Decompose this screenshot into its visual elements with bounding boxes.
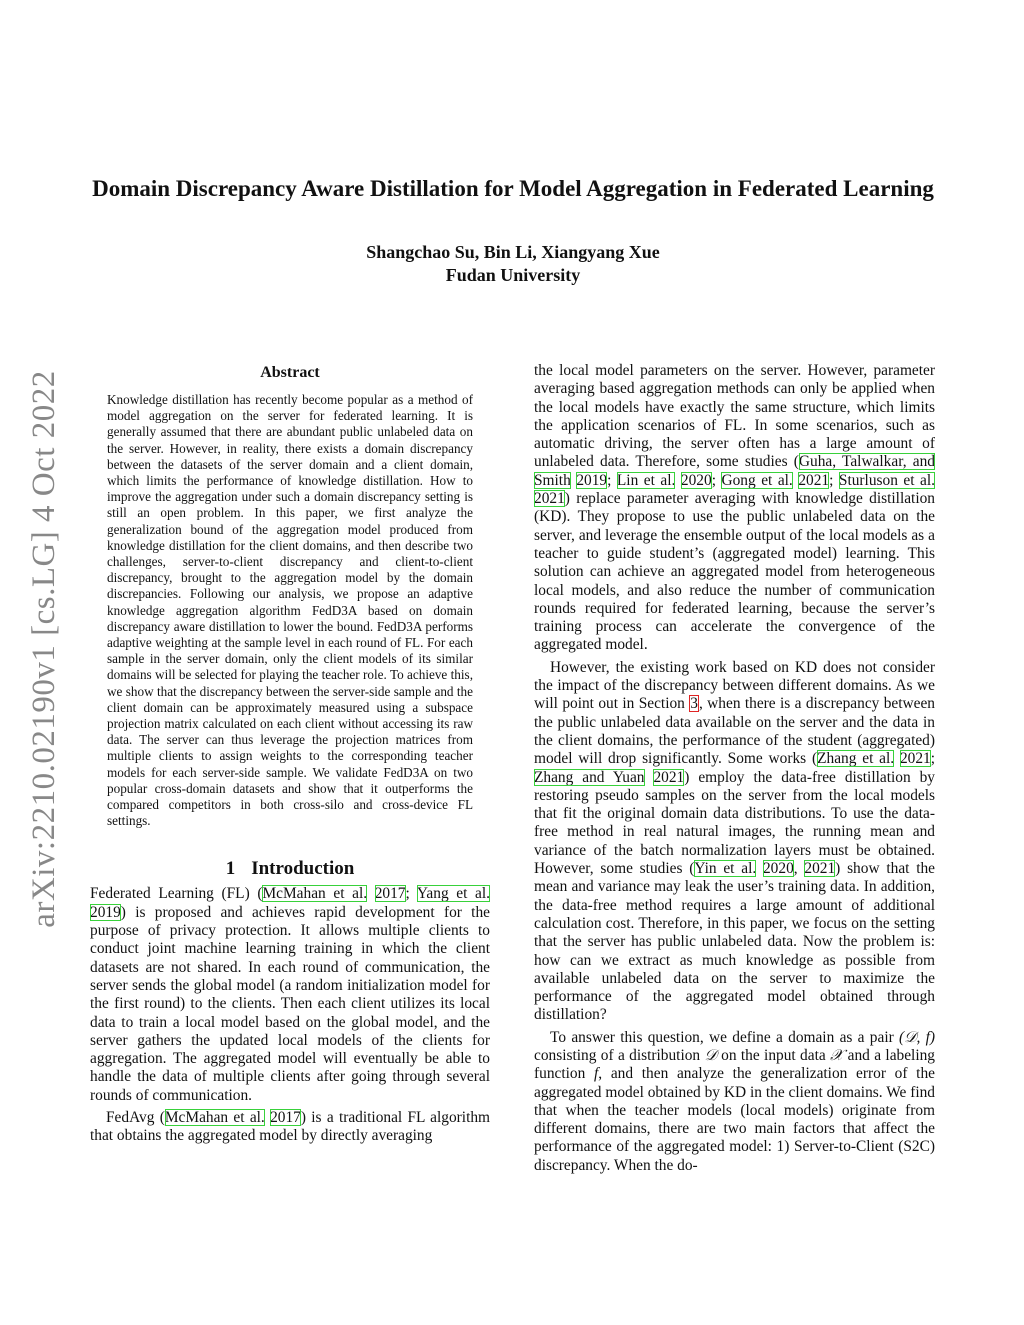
text-run: , <box>793 860 805 878</box>
text-run: ) is proposed and achieves rapid development for the purpose of privacy protection. It allows multiple clients to conduct joint machine learning training in which the client datasets are not shared. In each round of communication, the server sends the global model (a random initialization model for the first round) to the clients. Then each client utilizes its local data to train a local model based on the global model, and the server gathers the updated local models of the clients for aggregation. The aggregated model will eventually be able to handle the data of multiple clients after going through several rounds of communication. <box>90 903 490 1104</box>
citation-link[interactable]: 2021 <box>798 471 830 489</box>
citation-link[interactable]: Yang et al. <box>416 885 490 903</box>
citation-link[interactable]: Guha, Talwalkar, and Smith <box>534 453 935 489</box>
citation-link[interactable]: 2020 <box>680 471 712 489</box>
section-heading-introduction <box>90 857 490 881</box>
body-paragraph-3 <box>534 1029 935 1175</box>
math-expression: 𝒳 <box>830 1046 844 1064</box>
math-expression: (𝒟, f) <box>899 1028 935 1046</box>
body-paragraph-2 <box>534 659 935 1025</box>
text-run: Federated Learning (FL) ( <box>90 885 263 903</box>
citation-link[interactable]: Gong et al. <box>721 471 793 489</box>
intro-paragraph-2 <box>90 1109 490 1146</box>
text-run: ) employ the data-free distillation by restoring pseudo samples on the server from the local models that fit the original domain data distributions. To use the data-free method in real natural images, the running mean and variance of the batch normalization layers must be obtained. However, some studies ( <box>534 768 935 878</box>
citation-link[interactable]: McMahan et al. <box>262 885 368 903</box>
intro-paragraph-1 <box>90 885 490 1105</box>
text-run: , and then analyze the generalization error of the aggregated model obtained by KD in the client domains. We find that when the teacher models (local models) originate from different domains, there are two main factors that affect the performance of the aggregated model: 1) Server-to-Client (S2C) discrepancy. When the do- <box>534 1065 935 1174</box>
citation-link[interactable]: 2019 <box>90 903 121 921</box>
text-run: FedAvg ( <box>106 1109 165 1127</box>
citation-link[interactable]: 2021 <box>653 768 685 786</box>
left-column <box>90 362 490 1146</box>
body-paragraph-1 <box>534 362 935 655</box>
text-run: However, the existing work based on KD does not consider the impact of the discrepancy between different domains. As we will point out in Section <box>534 658 935 713</box>
citation-link[interactable]: 2021 <box>804 860 836 878</box>
citation-link[interactable]: 2021 <box>534 490 565 508</box>
abstract-text: Knowledge distillation has recently become popular as a method of model aggregation on the server for federated learning. It is generally assumed that there are abundant public unlabeled data on the server. However, in reality, there exists a domain discrepancy between the datasets of the server domain and a client domain, which limits the performance of knowledge distillation. How to improve the aggregation under such a domain discrepancy setting is still an open problem. In this paper, we first analyze the generalization bound of the aggregation model produced from knowledge distillation for the client domains, and then describe two challenges, server-to-client discrepancy and client-to-client discrepancy, brought to the aggregation model by the domain discrepancies. Following our analysis, we propose an adaptive knowledge aggregation algorithm FedD3A based on domain discrepancy aware distillation to lower the bound. FedD3A performs adaptive weighting at the sample level in each round of FL. For each sample in the server domain, only the client models of its similar domains will be selected for playing the teacher role. To achieve this, we show that the discrepancy between the server-side sample and the client domain can be approximately measured using a subspace projection matrix calculated on each client without accessing its raw data. The server can thus leverage the projection matrices from multiple clients to assign weights to the corresponding teacher models for each server-side sample. We validate FedD3A on two popular cross-domain datasets and show that it outperforms the compared competitors in both cross-silo and cross-device FL settings. <box>107 392 473 829</box>
text-run: on the input data <box>716 1046 831 1064</box>
paper-title: Domain Discrepancy Aware Distillation for Model Aggregation in Federated Learning <box>92 176 934 202</box>
text-run: ) is a traditional FL algorithm that obtains the aggregated model by directly averaging <box>90 1109 491 1145</box>
citation-link[interactable]: McMahan et al. <box>164 1109 265 1127</box>
text-run: , when there is a discrepancy between the public unlabeled data available on the server and the data in the client domains, the performance of the student (aggregated) model will drop significantly. Some works ( <box>534 695 935 768</box>
math-expression: f <box>594 1065 599 1083</box>
citation-link[interactable]: Zhang et al. <box>817 750 895 768</box>
arxiv-identifier: arXiv:2210.02190v1 [cs.LG] 4 Oct 2022 <box>26 370 62 928</box>
author-block <box>90 241 936 287</box>
math-expression: 𝒟 <box>704 1046 717 1064</box>
citation-link[interactable]: Zhang and Yuan <box>534 768 645 786</box>
section-number: 1 <box>225 858 236 880</box>
citation-link[interactable]: Lin et al. <box>616 471 676 489</box>
author-names: Shangchao Su, Bin Li, Xiangyang Xue <box>366 242 660 262</box>
section-ref-link[interactable]: 3 <box>690 695 698 713</box>
citation-link[interactable]: 2017 <box>270 1109 301 1127</box>
author-affiliation: Fudan University <box>445 265 581 285</box>
text-run: ) replace parameter averaging with knowledge distillation (KD). They propose to use the public unlabeled data on the server, and leverage the ensemble output of the local models as a teacher to guide student’s (aggregated model) learning. This solution can achieve an aggregated model from heterogeneous local models, and also reduce the number of communication rounds required for federated learning, because the server’s training process can accelerate the convergence of the aggregated model. <box>534 490 935 654</box>
citation-link[interactable]: 2020 <box>762 860 794 878</box>
text-run: To answer this question, we define a domain as a pair <box>550 1028 900 1046</box>
text-run: the local model parameters on the server. However, parameter averaging based aggregation methods can only be applied when the local models have exactly the same structure, which limits the application scenarios of FL. In some scenarios, such as automatic driving, the server often has a large amount of unlabeled data. Therefore, some studies ( <box>534 362 935 471</box>
citation-link[interactable]: 2019 <box>576 471 608 489</box>
text-run: consisting of a distribution <box>534 1046 705 1064</box>
text-run: ; <box>607 471 617 489</box>
section-title: Introduction <box>251 858 355 880</box>
abstract-heading: Abstract <box>260 364 320 381</box>
text-run: ; <box>405 885 417 903</box>
text-run: ; <box>711 471 722 489</box>
right-column <box>534 362 935 1175</box>
text-run: ) show that the mean and variance may leak the user’s training data. In addition, the data-free method requires a large amount of additional calculation cost. Therefore, in this paper, we focus on the setting that the server has public unlabeled data. Now the problem is: how can we extract as much knowledge as possible from available unlabeled data on the server to maximize the performance of the aggregated model obtained through distillation? <box>534 860 936 1024</box>
citation-link[interactable]: 2017 <box>374 885 406 903</box>
text-run: ; <box>829 471 839 489</box>
text-run: and a labeling function <box>534 1046 936 1083</box>
citation-link[interactable]: Sturluson et al. <box>838 471 936 489</box>
citation-link[interactable]: 2021 <box>899 750 931 768</box>
text-run: ; <box>930 750 936 768</box>
citation-link[interactable]: Yin et al. <box>694 860 757 878</box>
